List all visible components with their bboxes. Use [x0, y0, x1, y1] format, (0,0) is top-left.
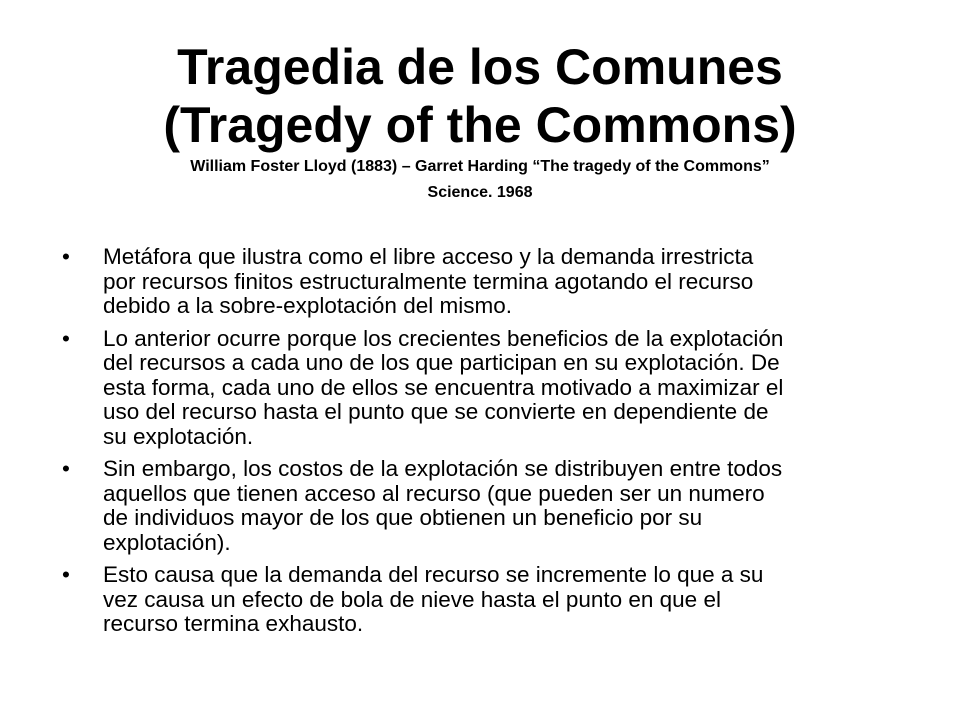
bullet-item	[62, 245, 922, 319]
bullet-item	[62, 563, 922, 637]
bullet-icon: •	[62, 325, 70, 351]
bullet-item	[62, 327, 922, 450]
bullet-line: Esto causa que la demanda del recurso se incremente lo que a su	[103, 562, 764, 587]
bullet-line: explotación).	[103, 529, 231, 555]
bullet-line: por recursos finitos estructuralmente termina agotando el recurso	[103, 268, 754, 294]
slide-title	[60, 38, 900, 206]
subtitle-source: Science. 1968	[427, 184, 533, 201]
title-spanish: Tragedia de los Comunes	[177, 39, 783, 95]
bullet-line: Metáfora que ilustra como el libre acceso y la demanda irrestricta	[103, 244, 754, 269]
subtitle-authors: William Foster Lloyd (1883) – Garret Harding “The tragedy of the Commons”	[190, 158, 770, 175]
bullet-line: su explotación.	[103, 423, 254, 449]
bullet-line: del recursos a cada uno de los que participan en su explotación. De	[103, 350, 780, 375]
bullet-line: Sin embargo, los costos de la explotación se distribuyen entre todos	[103, 456, 783, 481]
bullet-icon: •	[62, 244, 70, 269]
bullet-list	[62, 245, 922, 645]
bullet-line: de individuos mayor de los que obtienen un beneficio por su	[103, 505, 703, 530]
bullet-line: recurso termina exhausto.	[103, 611, 364, 636]
bullet-icon: •	[62, 562, 70, 587]
bullet-item	[62, 457, 922, 555]
bullet-line: debido a la sobre-explotación del mismo.	[103, 293, 512, 318]
bullet-line: uso del recurso hasta el punto que se convierte en dependiente de	[103, 399, 769, 424]
bullet-line: aquellos que tienen acceso al recurso (que pueden ser un numero	[103, 480, 765, 506]
bullet-line: vez causa un efecto de bola de nieve hasta el punto en que el	[103, 586, 721, 612]
bullet-icon: •	[62, 456, 70, 481]
bullet-line: esta forma, cada uno de ellos se encuentra motivado a maximizar el	[103, 374, 784, 400]
title-english: (Tragedy of the Commons)	[163, 97, 797, 153]
bullet-line: Lo anterior ocurre porque los crecientes beneficios de la explotación	[103, 325, 784, 351]
